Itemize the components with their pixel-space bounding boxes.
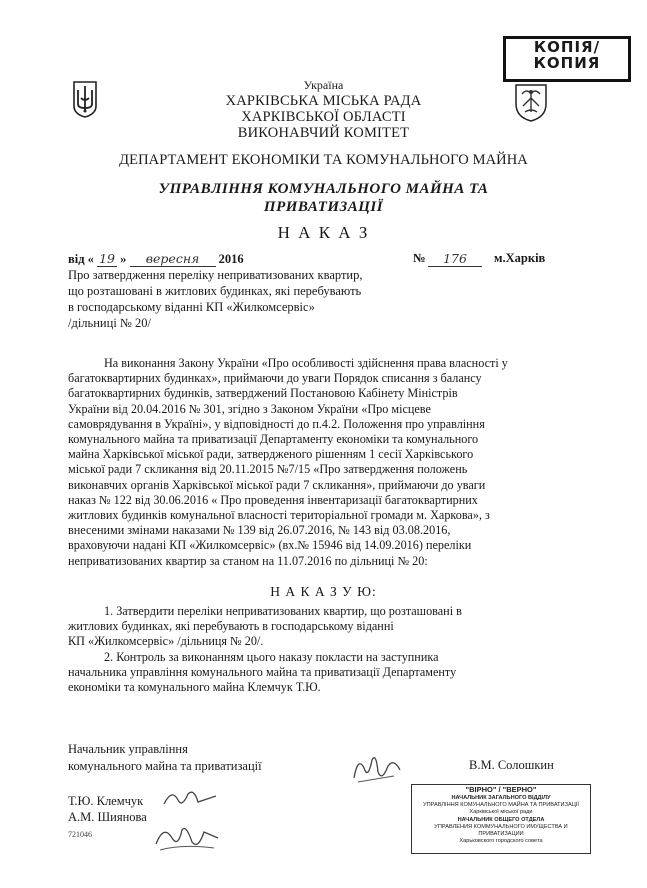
directorate-title-line2: ПРИВАТИЗАЦІЇ bbox=[263, 199, 384, 215]
approver-name: Т.Ю. Клемчук bbox=[68, 794, 144, 808]
approver-signature-icon bbox=[152, 820, 222, 854]
verified-stamp-line: НАЧАЛЬНИК ОБЩЕГО ОТДЕЛА bbox=[457, 816, 545, 823]
order-subject bbox=[68, 267, 363, 331]
council-title: ХАРКІВСЬКА МІСЬКА РАДА bbox=[225, 93, 422, 109]
verified-stamp-title: "ВІРНО" / "ВЕРНО" bbox=[465, 785, 537, 794]
signatory-title-line: Начальник управління bbox=[68, 742, 188, 756]
country-label: Україна bbox=[303, 78, 344, 92]
subject-line: /дільниці № 20/ bbox=[68, 316, 151, 330]
preamble-line: враховуючи надані КП «Жилкомсервіс» (вх.№ 15946 від 14.09.2016) переліки bbox=[68, 538, 472, 553]
date-prefix: від « bbox=[68, 252, 94, 266]
date-day: 19 bbox=[97, 251, 117, 267]
item-line: КП «Жилкомсервіс» /дільниця № 20/. bbox=[68, 634, 264, 649]
preamble-line: неприватизованих квартир за станом на 11.07.2016 по дільниці № 20: bbox=[68, 553, 428, 568]
directorate-title-line1: УПРАВЛІННЯ КОМУНАЛЬНОГО МАЙНА ТА bbox=[158, 181, 489, 197]
copy-stamp bbox=[503, 36, 631, 82]
copy-stamp-line2: КОПИЯ bbox=[533, 54, 601, 72]
order-number: 176 bbox=[428, 251, 482, 267]
verified-stamp-line: Харьковского городского совета bbox=[459, 838, 543, 845]
preamble-line: багатоквартирних будинків, затверджений Постановою Кабінету Міністрів bbox=[68, 386, 458, 401]
region-title: ХАРКІВСЬКОЇ ОБЛАСТІ bbox=[241, 109, 406, 125]
preamble-line: багатоквартирних будинках», приймаючи до уваги Порядок списання з балансу bbox=[68, 371, 482, 386]
preamble-line: внесеними змінами наказами № 139 від 26.07.2016, № 143 від 03.08.2016, bbox=[68, 523, 451, 538]
copy-stamp-line1: КОПІЯ/ bbox=[533, 38, 601, 56]
document-code: 721046 bbox=[68, 830, 92, 839]
verified-stamp bbox=[411, 784, 591, 854]
date-mid: » bbox=[120, 252, 127, 266]
signatory-name: В.М. Солошкин bbox=[469, 758, 554, 772]
preamble-line: України від 20.04.2016 № 301, згідно з Законом України «Про місцеве bbox=[68, 401, 431, 416]
order-number-prefix: № bbox=[413, 251, 426, 265]
approver-signature-icon bbox=[160, 786, 220, 810]
verified-stamp-line: УПРАВЛЕНИЯ КОММУНАЛЬНОГО ИМУЩЕСТВА И ПРИВАТИЗАЦИИ bbox=[434, 823, 568, 838]
order-items bbox=[68, 604, 586, 695]
subject-line: Про затвердження переліку неприватизованих квартир, bbox=[68, 268, 363, 282]
verified-stamp-line: УПРАВЛІННЯ КОМУНАЛЬНОГО МАЙНА ТА ПРИВАТИЗАЦІЇ bbox=[423, 802, 579, 809]
preamble-paragraph bbox=[68, 356, 586, 569]
date-month: вересня bbox=[130, 251, 216, 267]
date-year: 2016 bbox=[218, 252, 244, 266]
verified-stamp-line: Харківської міської ради bbox=[469, 809, 533, 816]
item-line: економіки та комунального майна Клемчук Т.Ю. bbox=[68, 680, 321, 695]
verified-stamp-line: НАЧАЛЬНИК ЗАГАЛЬНОГО ВІДДІЛУ bbox=[451, 795, 551, 801]
approval-list bbox=[68, 793, 147, 843]
committee-title: ВИКОНАВЧИЙ КОМІТЕТ bbox=[237, 125, 410, 141]
preamble-line: наказ № 122 від 30.06.2016 « Про проведення інвентаризації багатоквартирних bbox=[68, 492, 478, 507]
item-line: 2. Контроль за виконанням цього наказу покласти на заступника bbox=[104, 649, 439, 664]
order-heading: Н А К А З У Ю: bbox=[270, 584, 377, 599]
subject-line: що розташовані в житлових будинках, які перебувають bbox=[68, 284, 362, 298]
signatory-title bbox=[68, 741, 262, 775]
preamble-line: На виконання Закону України «Про особливості здійснення права власності у bbox=[104, 356, 508, 370]
item-line: 1. Затвердити переліки неприватизованих квартир, що розташовані в bbox=[104, 604, 462, 618]
approver-name: А.М. Шиянова bbox=[68, 810, 147, 824]
department-title: ДЕПАРТАМЕНТ ЕКОНОМІКИ ТА КОМУНАЛЬНОГО МАЙНА bbox=[119, 152, 528, 168]
preamble-line: комунального майна та приватизації Департаменту економіки та комунального bbox=[68, 432, 479, 447]
preamble-line: міської ради 7 скликання від 20.11.2015 №7/15 «Про затвердження положень bbox=[68, 462, 468, 477]
head-signature-icon bbox=[348, 748, 404, 788]
document-type: Н А К А З bbox=[277, 223, 370, 242]
item-line: житлових будинках, які перебувають в господарському віданні bbox=[68, 619, 394, 634]
preamble-line: самоврядування в Україні», у відповідності до п.4.2. Положення про управління bbox=[68, 416, 485, 431]
subject-line: в господарському віданні КП «Жилкомсервіс» bbox=[68, 300, 315, 314]
signatory-title-line: комунального майна та приватизації bbox=[68, 759, 262, 773]
item-line: начальника управління комунального майна та приватизації Департаменту bbox=[68, 664, 457, 679]
preamble-line: житлових будинків комунальної власності територіальної громади м. Харкова», з bbox=[68, 508, 490, 523]
preamble-line: майна Харківської міської ради, затвердженого рішенням 1 сесії Харківського bbox=[68, 447, 474, 462]
city-name: м.Харків bbox=[494, 251, 546, 265]
preamble-line: виконавчих органів Харківської міської ради 7 скликання», приймаючи до уваги bbox=[68, 477, 486, 492]
